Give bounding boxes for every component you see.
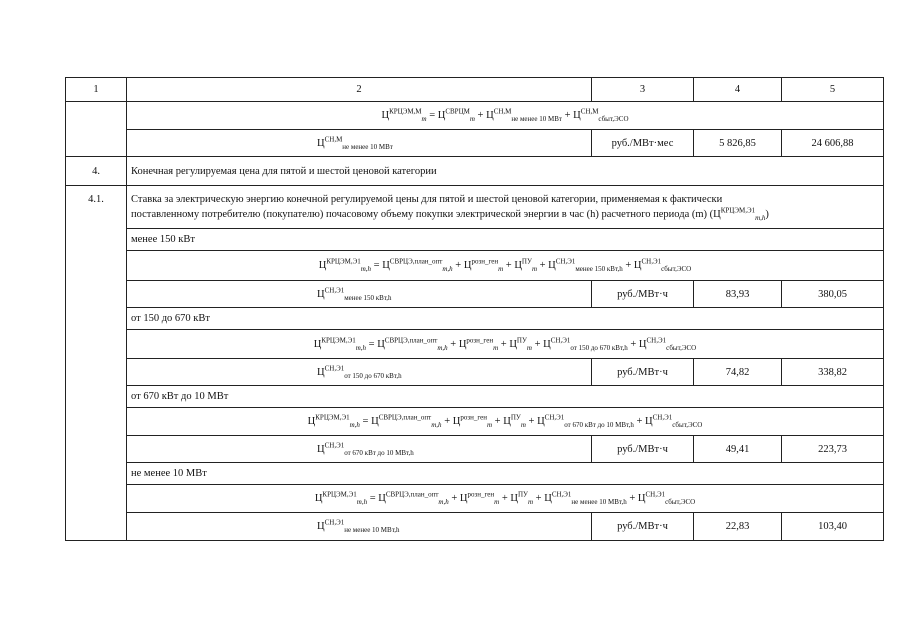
- group-label: не менее 10 МВт: [127, 463, 884, 485]
- group-symbol: $Ц^{СН,Э1}_{не менее 10 МВт,h}$: [127, 513, 592, 541]
- header-col-4: 4: [694, 78, 782, 102]
- group-value-col4: 74,82: [694, 359, 782, 386]
- group-value-col4: 49,41: [694, 436, 782, 463]
- group-unit: руб./МВт·ч: [592, 513, 694, 541]
- header-col-2: 2: [127, 78, 592, 102]
- group-value-col5: 338,82: [782, 359, 884, 386]
- group-value-col5: 103,40: [782, 513, 884, 541]
- group-value-col4: 22,83: [694, 513, 782, 541]
- group-formula: $Ц^{КРЦЭМ,Э1}_{m,h} = Ц^{СВРЦЭ,план\_опт}_{m,h} + Ц^{розн\_ген}_m + Ц^{ПУ}_m + Ц^{СН,Э1}_{от 670 кВт до 10 МВт,h} + Ц^{СН,Э1}_{сбыт,ЭСО}$: [127, 408, 884, 436]
- group-symbol: $Ц^{СН,Э1}_{от 670 кВт до 10 МВт,h}$: [127, 436, 592, 463]
- group-label-row: [66, 463, 884, 485]
- value-col5-m: 24 606,88: [782, 130, 884, 157]
- item4-row: [66, 157, 884, 186]
- value-col4-m: 5 826,85: [694, 130, 782, 157]
- unit-cell-m: руб./МВт·мес: [592, 130, 694, 157]
- tariff-table: [65, 77, 884, 541]
- item41-text-line2: поставленному потребителю (покупателю) почасовому объему покупки электрической энергии в час (h) расчетного периода (m) (: [131, 209, 714, 220]
- item41-text-line1: Ставка за электрическую энергию конечной регулируемой цены для пятой и шестой ценовой категории, применяемая к фактически: [131, 194, 723, 205]
- item41-row: [66, 186, 884, 229]
- group-label-row: [66, 386, 884, 408]
- empty-cell: [66, 102, 127, 157]
- header-col-5: 5: [782, 78, 884, 102]
- group-label: от 670 кВт до 10 МВт: [127, 386, 884, 408]
- item4-number: 4.: [66, 157, 127, 186]
- group-unit: руб./МВт·ч: [592, 281, 694, 308]
- group-value-col5: 380,05: [782, 281, 884, 308]
- item4-title: Конечная регулируемая цена для пятой и шестой ценовой категории: [127, 157, 884, 186]
- group-value-col4: 83,93: [694, 281, 782, 308]
- group-value-row: [66, 281, 884, 308]
- formula-row-m: [66, 102, 884, 130]
- group-label: менее 150 кВт: [127, 229, 884, 251]
- group-label-row: [66, 308, 884, 330]
- group-formula-row: [66, 330, 884, 359]
- group-value-row: [66, 436, 884, 463]
- group-unit: руб./МВт·ч: [592, 436, 694, 463]
- group-unit: руб./МВт·ч: [592, 359, 694, 386]
- item41-text: Ставка за электрическую энергию конечной регулируемой цены для пятой и шестой ценовой категории, применяемая к фактически поставленному потребителю (покупателю) почасовому объему покупки электрической энергии в час (h) расчетного периода (m) $(Ц^{КРЦЭМ,Э1}_{m,h})$: [127, 186, 884, 229]
- symbol-cell-m: $Ц^{СН,М}_{не менее 10 МВт}$: [127, 130, 592, 157]
- group-value-row: [66, 513, 884, 541]
- value-row-m: [66, 130, 884, 157]
- group-label-row: [66, 229, 884, 251]
- header-col-1: 1: [66, 78, 127, 102]
- group-symbol: $Ц^{СН,Э1}_{от 150 до 670 кВт,h}$: [127, 359, 592, 386]
- group-label: от 150 до 670 кВт: [127, 308, 884, 330]
- group-formula-row: [66, 251, 884, 281]
- group-value-row: [66, 359, 884, 386]
- group-formula: $Ц^{КРЦЭМ,Э1}_{m,h} = Ц^{СВРЦЭ,план\_опт}_{m,h} + Ц^{розн\_ген}_m + Ц^{ПУ}_m + Ц^{СН,Э1}_{менее 150 кВт,h} + Ц^{СН,Э1}_{сбыт,ЭСО}$: [127, 251, 884, 281]
- group-formula: $Ц^{КРЦЭМ,Э1}_{m,h} = Ц^{СВРЦЭ,план\_опт}_{m,h} + Ц^{розн\_ген}_m + Ц^{ПУ}_m + Ц^{СН,Э1}_{не менее 10 МВт,h} + Ц^{СН,Э1}_{сбыт,ЭСО}$: [127, 485, 884, 513]
- item41-symbol: $Ц^{КРЦЭМ,Э1}_{m,h}$: [713, 206, 766, 223]
- header-row: [66, 78, 884, 102]
- group-symbol: $Ц^{СН,Э1}_{менее 150 кВт,h}$: [127, 281, 592, 308]
- formula-m: $Ц^{КРЦЭМ,М}_m = Ц^{СВРЦМ}_m + Ц^{СН,М}_{не менее 10 МВт} + Ц^{СН,М}_{сбыт,ЭСО}$: [127, 102, 884, 130]
- header-col-3: 3: [592, 78, 694, 102]
- group-formula-row: [66, 485, 884, 513]
- group-formula: $Ц^{КРЦЭМ,Э1}_{m,h} = Ц^{СВРЦЭ,план\_опт}_{m,h} + Ц^{розн\_ген}_m + Ц^{ПУ}_m + Ц^{СН,Э1}_{от 150 до 670 кВт,h} + Ц^{СН,Э1}_{сбыт,ЭСО}$: [127, 330, 884, 359]
- group-formula-row: [66, 408, 884, 436]
- item41-number: 4.1.: [66, 186, 127, 541]
- group-value-col5: 223,73: [782, 436, 884, 463]
